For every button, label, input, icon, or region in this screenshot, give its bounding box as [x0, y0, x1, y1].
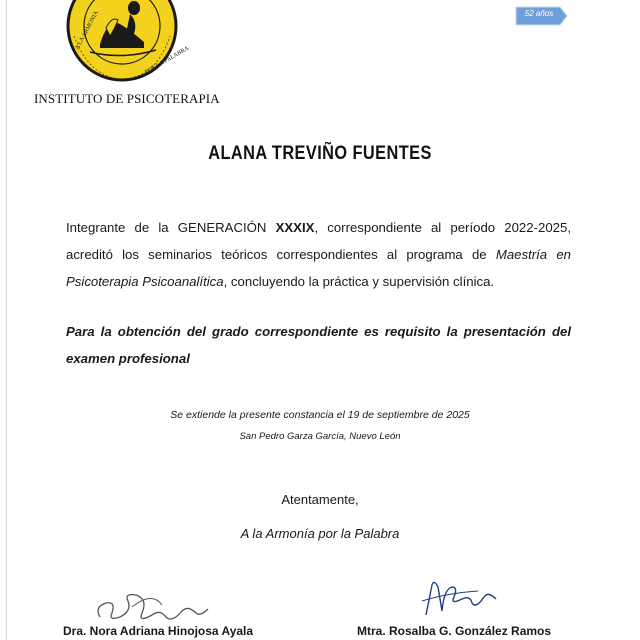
issuance-place: San Pedro Garza García, Nuevo León: [239, 431, 401, 442]
body-text-part-2: , correspondiente al período 2022-2025, acreditó los seminarios teóricos correspondientes al programa de: [66, 220, 571, 262]
institute-seal-logo: [60, 0, 191, 82]
body-text-part-3: , concluyendo la práctica y supervisión clínica.: [223, 274, 495, 289]
closing-salutation: Atentamente,: [281, 492, 359, 507]
institute-name: INSTITUTO DE PSICOTERAPIA: [34, 91, 220, 106]
closing-motto: A la Armonía por la Palabra: [240, 526, 400, 541]
recipient-name: ALANA TREVIÑO FUENTES: [208, 143, 432, 164]
program-name: Maestría en Psicoterapia Psicoanalítica: [66, 247, 571, 289]
svg-text:POR LA PALABRA: POR LA PALABRA: [144, 45, 191, 76]
page-edge-line: [6, 0, 7, 640]
issuance-statement: Se extiende la presente constancia el 19 de septiembre de 2025: [170, 409, 470, 421]
signatory-1-name: Dra. Nora Adriana Hinojosa Ayala: [63, 624, 254, 638]
svg-text:A LA ARMONIA: A LA ARMONIA: [74, 10, 100, 51]
requirement-paragraph: Para la obtención del grado correspondiente es requisito la presentación del examen profesional: [66, 324, 571, 366]
generation-number: XXXIX: [275, 220, 315, 235]
anniversary-badge-label: 52 años: [524, 9, 554, 18]
signatory-2-name: Mtra. Rosalba G. González Ramos: [357, 624, 552, 638]
body-text-part-1: Integrante de la GENERACIÓN: [66, 220, 276, 235]
certificate-body-paragraph: [66, 214, 571, 295]
signature-2-handwriting: [418, 577, 502, 623]
